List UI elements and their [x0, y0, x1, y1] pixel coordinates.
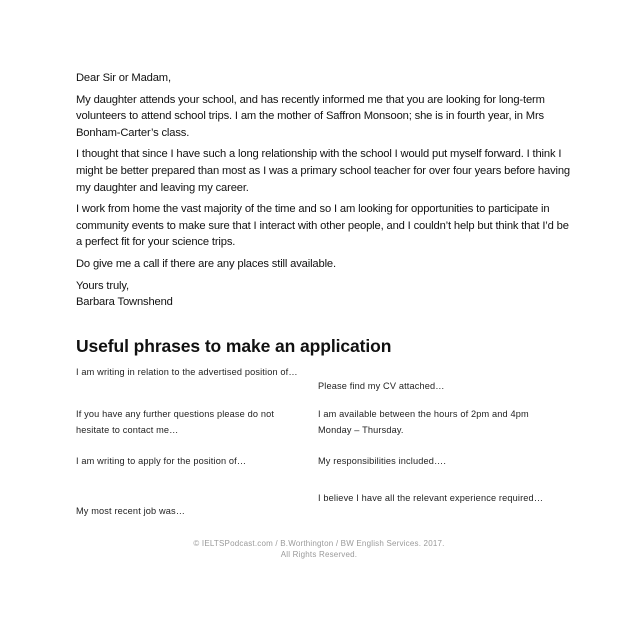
- copyright-footer: [0, 538, 638, 560]
- phrases-table: [76, 362, 560, 519]
- phrase-cell: Please find my CV attached…: [318, 381, 445, 391]
- copyright-line: © IELTSPodcast.com / B.Worthington / BW English Services. 2017.: [193, 539, 445, 548]
- phrase-cell: I am writing to apply for the position of…: [76, 455, 247, 466]
- letter-paragraph-2: I thought that since I have such a long relationship with the school I would put myself forward. I think I might be better prepared than most as I was a primary school teacher for over four years before having my daughter and leaving my career.: [76, 148, 570, 194]
- phrase-cell: I am available between the hours of 2pm and 4pm Monday – Thursday.: [318, 409, 529, 435]
- letter-closing: Yours truly,: [76, 279, 129, 292]
- phrase-cell: I believe I have all the relevant experience required…: [318, 493, 544, 503]
- phrase-cell: My most recent job was…: [76, 506, 186, 516]
- useful-phrases-heading: Useful phrases to make an application: [76, 336, 392, 356]
- letter-signature-name: Barbara Townshend: [76, 296, 173, 309]
- letter-salutation: Dear Sir or Madam,: [76, 72, 171, 84]
- phrase-cell: My responsibilities included….: [318, 455, 447, 466]
- letter-signoff: [76, 278, 576, 311]
- rights-reserved-line: All Rights Reserved.: [280, 550, 358, 559]
- letter-paragraph-3: I work from home the vast majority of the time and so I am looking for opportunities to participate in community events to make sure that I interact with other people, and I couldn’t help but think that I’d be a perfect fit for your science trips.: [76, 203, 569, 249]
- letter-paragraph-4: Do give me a call if there are any places still available.: [76, 257, 336, 270]
- letter-body: [76, 70, 576, 316]
- phrase-cell: If you have any further questions please do not hesitate to contact me…: [76, 409, 275, 435]
- phrase-cell: I am writing in relation to the advertised position of…: [76, 367, 298, 377]
- letter-paragraph-1: My daughter attends your school, and has recently informed me that you are looking for long-term volunteers to attend school trips. I am the mother of Saffron Monsoon; she is in fourth year, in Mrs Bonham-Carter’s class.: [76, 93, 545, 139]
